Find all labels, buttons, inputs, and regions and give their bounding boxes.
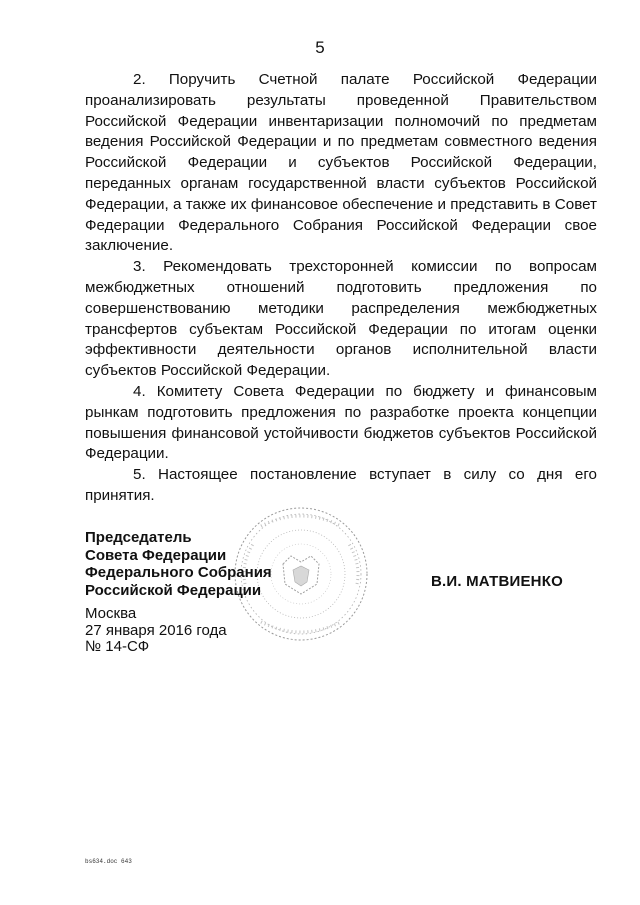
document-body: [85, 70, 597, 507]
signature-title-line: Федерального Собрания: [85, 564, 272, 581]
footer-file-code: bs634.doc 643: [85, 858, 132, 865]
place-date-block: [85, 606, 227, 656]
date: 27 января 2016 года: [85, 621, 227, 639]
signature-title-line: Председатель: [85, 529, 192, 546]
paragraph-5: 5. Настоящее постановление вступает в силу со дня его принятия.: [85, 466, 597, 504]
signature-title-line: Российской Федерации: [85, 581, 262, 599]
signature-title: [85, 529, 272, 599]
page-number: 5: [315, 38, 325, 57]
paragraph-2: 2. Поручить Счетной палате Российской Федерации проанализировать результаты проведенной Правительством Российской Федерации инвентаризации полномочий по предметам ведения Российской Федерации и по предметам совместного ведения Российской Федерации и субъектов Российской Федерации, переданных органам государственной власти субъектов Российской Федерации, а также их финансовое обеспечение и представить в Совет Федерации Федерального Собрания Российской Федерации свое заключение.: [85, 71, 597, 255]
city: Москва: [85, 605, 137, 622]
signatory-name: В.И. МАТВИЕНКО: [431, 573, 563, 590]
signature-title-line: Совета Федерации: [85, 546, 227, 564]
paragraph-4: 4. Комитету Совета Федерации по бюджету и финансовым рынкам подготовить предложения по разработке проекта концепции повышения финансовой устойчивости бюджетов субъектов Российской Федерации.: [85, 382, 597, 463]
resolution-number: № 14-СФ: [85, 638, 150, 655]
paragraph-3: 3. Рекомендовать трехсторонней комиссии по вопросам межбюджетных отношений подготовить предложения по совершенствованию методики распределения межбюджетных трансфертов субъектам Российской Федерации по итогам оценки эффективности деятельности органов исполнительной власти субъектов Российской Федерации.: [85, 258, 597, 380]
